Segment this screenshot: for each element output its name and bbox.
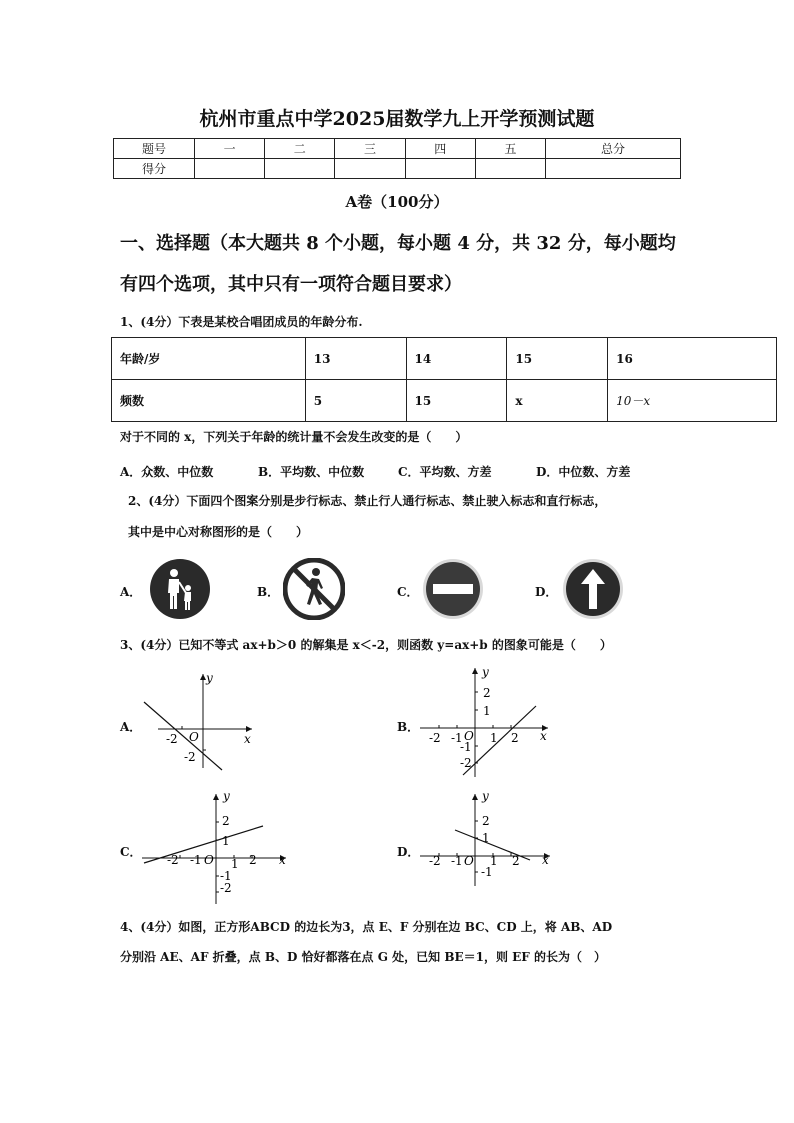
q1-option-c[interactable]: C．平均数、方差 xyxy=(398,465,492,479)
score-cell xyxy=(475,159,545,179)
q1-stem: 1、(4分）下表是某校合唱团成员的年龄分布. xyxy=(120,315,363,329)
y-axis-label: y xyxy=(482,789,489,803)
tick-label: 1 xyxy=(490,854,498,868)
tick-label: -2 xyxy=(184,750,196,764)
tick-label: 1 xyxy=(482,831,490,845)
age-distribution-table xyxy=(111,337,777,422)
table-cell: 5 xyxy=(305,380,406,422)
q3-graph-b xyxy=(418,662,553,782)
section-subtitle: A卷（100分） xyxy=(345,193,449,211)
q3-label-b[interactable]: B． xyxy=(397,720,420,734)
table-row xyxy=(112,338,777,380)
q3-graph-c xyxy=(140,788,290,906)
score-table-header-row xyxy=(114,139,681,159)
y-axis-label: y xyxy=(223,789,230,803)
tick-label: 2 xyxy=(483,686,491,700)
tick-label: -2 xyxy=(429,731,441,745)
q1-option-a[interactable]: A．众数、中位数 xyxy=(120,465,214,479)
tick-label: 2 xyxy=(249,853,257,867)
tick-label: -1 xyxy=(451,731,463,745)
q2-label-d[interactable]: D． xyxy=(535,585,558,599)
table-cell: 16 xyxy=(608,338,777,380)
q3-label-a[interactable]: A． xyxy=(120,720,142,734)
pedestrian-sign-icon xyxy=(149,558,211,620)
no-entry-sign-icon xyxy=(422,558,484,620)
tick-label: 2 xyxy=(511,731,519,745)
x-axis-label: x xyxy=(542,853,549,867)
table-cell: 13 xyxy=(305,338,406,380)
q3-graph-a xyxy=(140,668,270,778)
score-cell xyxy=(335,159,405,179)
y-axis-label: y xyxy=(482,665,489,679)
q3-graph-d xyxy=(418,788,558,888)
tick-label: -1 xyxy=(481,865,493,879)
tick-label: -2 xyxy=(429,854,441,868)
table-cell: 10－x xyxy=(608,380,777,422)
table-cell: 频数 xyxy=(112,380,306,422)
q4-stem-line1: 4、(4分）如图，正方形ABCD 的边长为3，点 E、F 分别在边 BC、CD 上，将 AB、AD xyxy=(120,920,613,934)
table-cell: 14 xyxy=(406,338,507,380)
straight-ahead-sign-icon xyxy=(562,558,624,620)
origin-label: O xyxy=(204,853,214,867)
tick-label: 2 xyxy=(222,814,230,828)
score-header-cell: 总分 xyxy=(546,139,681,159)
tick-label: 2 xyxy=(512,854,520,868)
score-header-cell: 题号 xyxy=(114,139,195,159)
table-cell: 15 xyxy=(406,380,507,422)
table-cell: 年龄/岁 xyxy=(112,338,306,380)
tick-label: -2 xyxy=(220,881,232,895)
tick-label: 1 xyxy=(483,704,491,718)
no-pedestrians-sign-icon xyxy=(283,558,345,620)
q2-stem-line1: 2、(4分）下面四个图案分别是步行标志、禁止行人通行标志、禁止驶入标志和直行标志， xyxy=(128,494,607,508)
q3-label-d[interactable]: D． xyxy=(397,845,420,859)
tick-label: 1 xyxy=(231,857,239,871)
tick-label: -2 xyxy=(166,732,178,746)
score-table-score-row xyxy=(114,159,681,179)
q2-label-a[interactable]: A． xyxy=(120,585,142,599)
section-heading-line1: 一、选择题（本大题共 8 个小题，每小题 4 分，共 32 分，每小题均 xyxy=(120,233,676,254)
q4-stem-line2: 分别沿 AE、AF 折叠，点 B、D 恰好都落在点 G 处，已知 BE＝1，则 EF 的长为（ ） xyxy=(120,950,606,964)
x-axis-label: x xyxy=(244,732,251,746)
score-header-cell: 三 xyxy=(335,139,405,159)
q3-stem: 3、(4分）已知不等式 ax+b＞0 的解集是 x＜-2，则函数 y=ax+b 的图象可能是（ ） xyxy=(120,638,612,652)
q1-option-b[interactable]: B．平均数、中位数 xyxy=(258,465,365,479)
q1-option-d[interactable]: D．中位数、方差 xyxy=(536,465,631,479)
q3-label-c[interactable]: C． xyxy=(120,845,142,859)
origin-label: O xyxy=(464,854,474,868)
x-axis-label: x xyxy=(540,729,547,743)
q2-stem-line2: 其中是中心对称图形的是（ ） xyxy=(128,525,309,539)
tick-label: 1 xyxy=(222,834,230,848)
score-header-cell: 一 xyxy=(195,139,265,159)
score-cell xyxy=(265,159,335,179)
tick-label: -1 xyxy=(451,854,463,868)
tick-label: 2 xyxy=(482,814,490,828)
score-header-cell: 二 xyxy=(265,139,335,159)
origin-label: O xyxy=(189,730,199,744)
score-table xyxy=(113,138,681,179)
tick-label: -1 xyxy=(220,869,232,883)
tick-label: -2 xyxy=(167,853,179,867)
table-cell: x xyxy=(507,380,608,422)
table-cell: 15 xyxy=(507,338,608,380)
score-cell xyxy=(546,159,681,179)
score-header-cell: 四 xyxy=(405,139,475,159)
table-row xyxy=(112,380,777,422)
q2-label-b[interactable]: B． xyxy=(257,585,280,599)
origin-label: O xyxy=(464,729,474,743)
x-axis-label: x xyxy=(279,853,286,867)
score-cell xyxy=(195,159,265,179)
q1-question: 对于不同的 x，下列关于年龄的统计量不会发生改变的是（ ） xyxy=(120,430,468,444)
tick-label: -1 xyxy=(460,740,472,754)
score-cell xyxy=(405,159,475,179)
tick-label: -2 xyxy=(460,756,472,770)
q2-label-c[interactable]: C． xyxy=(397,585,419,599)
tick-label: 1 xyxy=(490,731,498,745)
tick-label: -1 xyxy=(190,853,202,867)
score-header-cell: 五 xyxy=(475,139,545,159)
y-axis-label: y xyxy=(206,671,213,685)
score-row-label: 得分 xyxy=(114,159,195,179)
page-title: 杭州市重点中学2025届数学九上开学预测试题 xyxy=(199,108,595,130)
section-heading-line2: 有四个选项，其中只有一项符合题目要求） xyxy=(120,274,462,295)
